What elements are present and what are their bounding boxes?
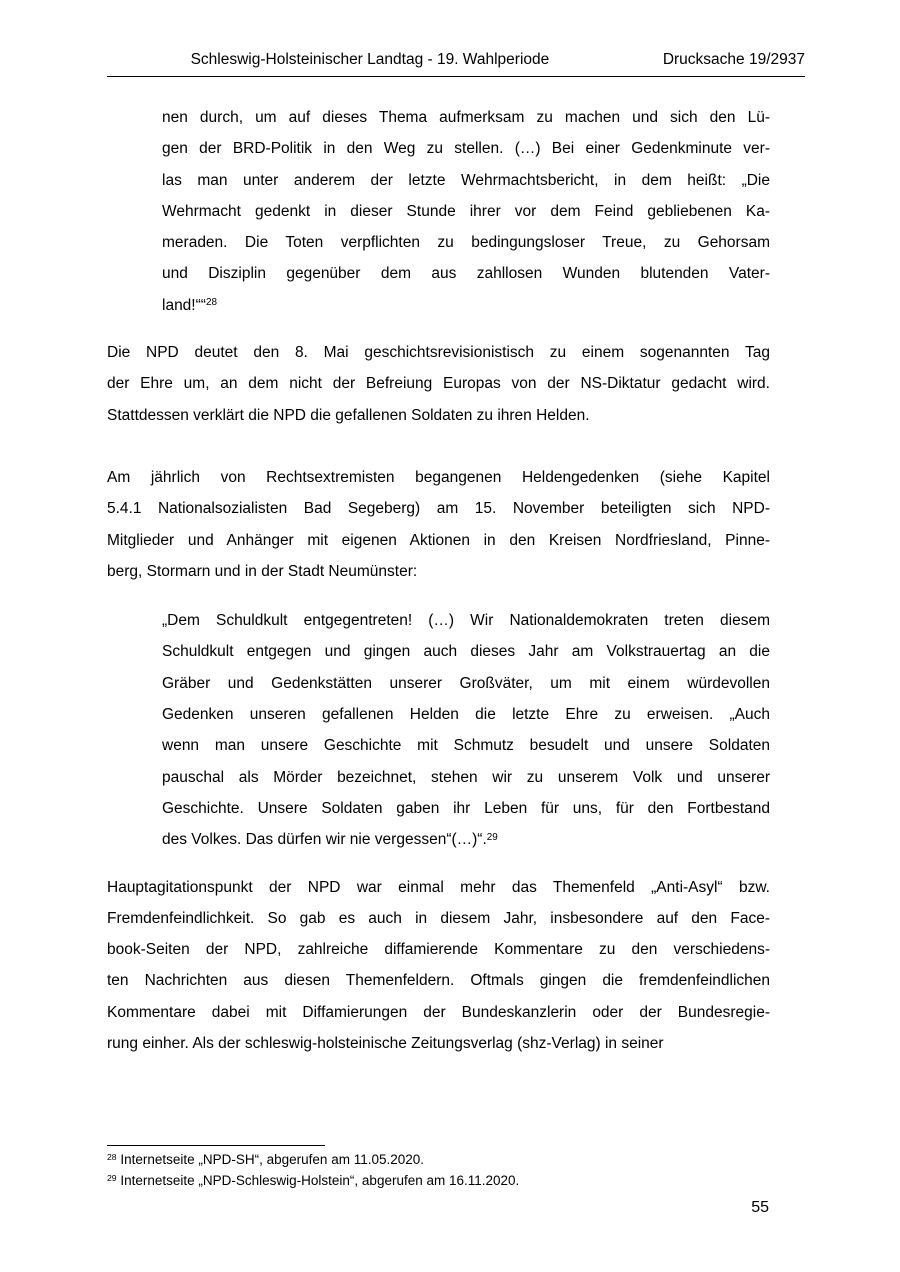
text-line: land!““$^{28}$ [162,296,217,314]
text-line: gen der BRD-Politik in den Weg zu stellen. (…) Bei einer Gedenkminute ver- [162,140,770,158]
text-line: ten Nachrichten aus diesen Themenfeldern. Oftmals gingen die fremdenfeindlichen [107,972,770,990]
text-line: des Volkes. Das dürfen wir nie vergessen“(…)“.$^{29}$ [162,831,498,849]
text-line: rung einher. Als der schleswig-holsteinische Zeitungsverlag (shz-Verlag) in seiner [107,1035,664,1053]
text-line: 5.4.1 Nationalsozialisten Bad Segeberg) am 15. November beteiligten sich NPD- [107,500,770,518]
header-title: Schleswig-Holsteinischer Landtag - 19. Wahlperiode [190,51,550,68]
text-line: Geschichte. Unsere Soldaten gaben ihr Leben für uns, für den Fortbestand [162,799,770,817]
page-header [107,50,805,70]
text-line: book-Seiten der NPD, zahlreiche diffamierende Kommentare zu den verschiedens- [107,941,770,959]
text-line: Hauptagitationspunkt der NPD war einmal mehr das Themenfeld „Anti-Asyl“ bzw. [107,878,770,896]
header-doc-number: Drucksache 19/2937 [662,51,805,68]
text-line: der Ehre um, an dem nicht der Befreiung Europas von der NS-Diktatur gedacht wird. [107,375,770,393]
text-line: wenn man unsere Geschichte mit Schmutz besudelt und unsere Soldaten [162,737,770,755]
paragraph [107,462,770,587]
text-line: Wehrmacht gedenkt in dieser Stunde ihrer vor dem Feind gebliebenen Ka- [162,202,770,220]
text-line: Die NPD deutet den 8. Mai geschichtsrevisionistisch zu einem sogenannten Tag [107,344,770,362]
footnotes [107,1150,900,1191]
document-body [107,102,770,1059]
text-line: las man unter anderem der letzte Wehrmachtsbericht, in dem heißt: „Die [162,171,770,189]
text-line: „Dem Schuldkult entgegentreten! (…) Wir Nationaldemokraten treten diesem [162,612,770,630]
footnote-ref: 29 [486,831,498,843]
text-line: Gedenken unseren gefallenen Helden die letzte Ehre zu erweisen. „Auch [162,706,770,724]
text-line: meraden. Die Toten verpflichten zu bedingungsloser Treue, zu Gehorsam [162,234,770,252]
footnote-marker: 29 [107,1172,117,1183]
text-line: nen durch, um auf dieses Thema aufmerksam zu machen und sich den Lü- [162,109,770,126]
text-line: Mitglieder und Anhänger mit eigenen Aktionen in den Kreisen Nordfriesland, Pinne- [107,531,770,549]
block-quote [162,102,770,321]
footnote-marker: 28 [107,1152,117,1163]
footnote-ref: 28 [205,297,217,309]
text-line: berg, Stormarn und in der Stadt Neumünster: [107,562,418,580]
footnote: $^{28}$ Internetseite „NPD-SH“, abgerufen am 11.05.2020. [107,1152,425,1168]
text-line: Stattdessen verklärt die NPD die gefallenen Soldaten zu ihren Helden. [107,406,590,424]
text-line: Fremdenfeindlichkeit. So gab es auch in diesem Jahr, insbesondere auf den Face- [107,909,770,927]
text-line: Kommentare dabei mit Diffamierungen der Bundeskanzlerin oder der Bundesregie- [107,1003,770,1021]
paragraph [107,872,770,1060]
text-line: und Disziplin gegenüber dem aus zahllosen Wunden blutenden Vater- [162,265,770,283]
footnote: $^{29}$ Internetseite „NPD-Schleswig-Holstein“, abgerufen am 16.11.2020. [107,1172,520,1188]
text-line: Am jährlich von Rechtsextremisten begangenen Heldengedenken (siehe Kapitel [107,468,770,486]
block-quote [162,605,770,855]
paragraph [107,337,770,431]
text-line: pauschal als Mörder bezeichnet, stehen wir zu unserem Volk und unserer [162,768,770,786]
page-number: 55 [751,1199,769,1216]
text-line: Schuldkult entgegen und gingen auch dieses Jahr am Volkstrauertag an die [162,643,770,661]
footnote-separator [107,1145,325,1146]
header-rule [107,76,805,77]
text-line: Gräber und Gedenkstätten unserer Großväter, um mit einem würdevollen [162,674,770,692]
